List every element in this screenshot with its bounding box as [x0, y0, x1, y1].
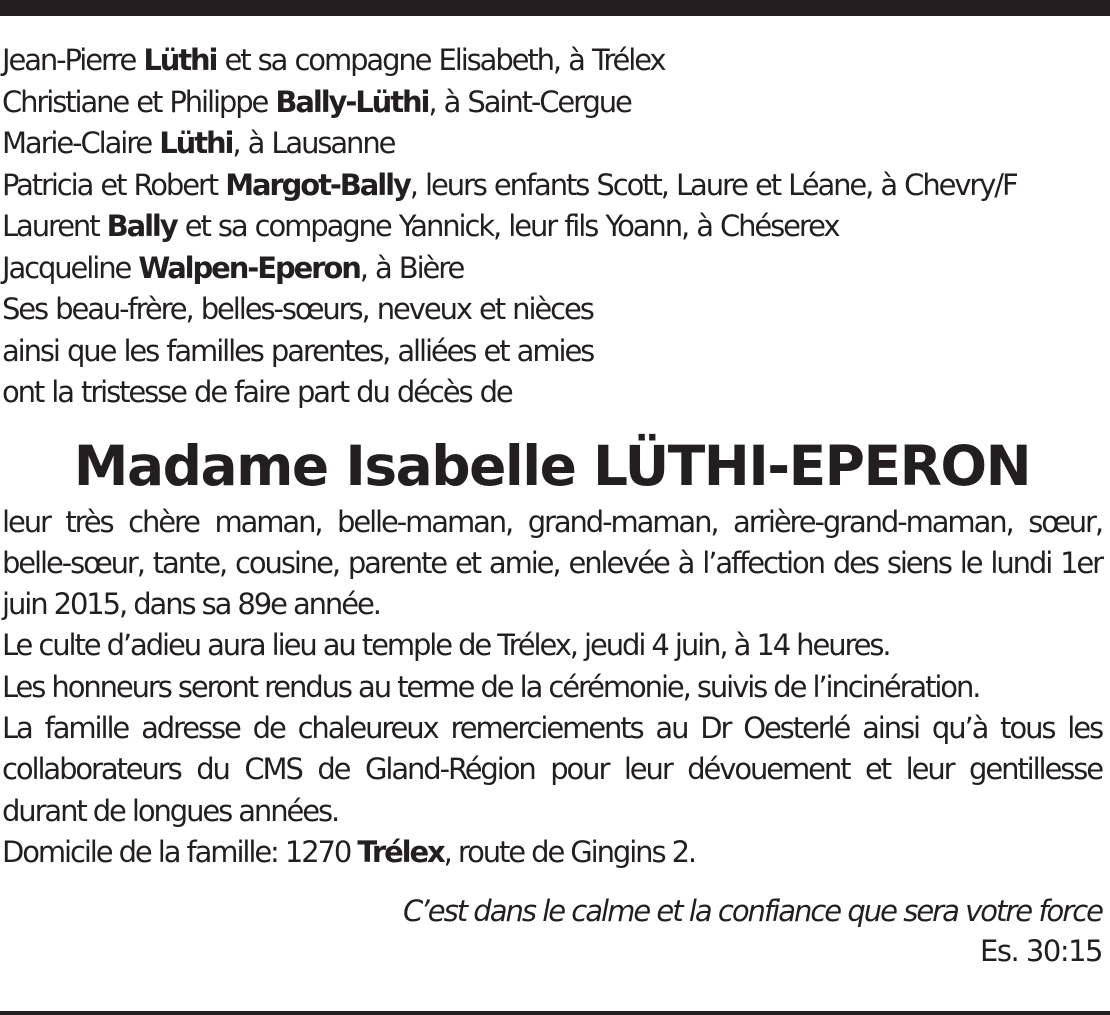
domicile-text: Domicile de la famille: 1270: [2, 834, 358, 869]
mourner-text: Marie-Claire: [2, 126, 160, 160]
mourner-text: , à Lausanne: [232, 126, 395, 160]
obituary-notice: [2, 40, 1102, 971]
mourner-line: [2, 40, 1102, 82]
announcement-line: [2, 372, 1102, 414]
tribute-paragraph: leur très chère maman, belle-maman, grand-maman, arrière-grand-maman, sœur, belle-sœur, tante, cousine, parente et amie, enlevée à l’affection des siens le lundi 1er juin 2015, dans sa 89e année.: [2, 504, 1102, 622]
mourner-line: [2, 331, 1102, 373]
announcement-text: ont la tristesse de faire part du décès de: [2, 375, 512, 409]
quote-verse: C’est dans le calme et la confiance que sera votre force: [402, 894, 1102, 929]
deceased-name: Madame Isabelle LÜTHI-EPERON: [73, 433, 1031, 498]
mourner-line: [2, 123, 1102, 165]
domicile-text: , route de Gingins 2.: [443, 834, 696, 869]
mourner-line: [2, 289, 1102, 331]
bottom-rule: [0, 1011, 1110, 1015]
mourner-surname: Margot-Bally: [225, 167, 410, 202]
mourner-line: [2, 82, 1102, 124]
mourner-line: [2, 206, 1102, 248]
domicile-town: Trélex: [357, 834, 444, 869]
mourner-surname: Walpen-Eperon: [138, 250, 360, 285]
obituary-body: [2, 502, 1102, 874]
mourner-text: Jacqueline: [2, 250, 139, 285]
top-rule: [0, 0, 1110, 16]
mourner-line: [2, 165, 1102, 207]
mourner-text: , leurs enfants Scott, Laure et Léane, à Chevry/F: [409, 167, 1017, 202]
mourner-text: Christiane et Philippe: [2, 84, 276, 119]
mourner-line: [2, 248, 1102, 290]
mourner-surname: Bally-Lüthi: [275, 84, 429, 119]
mourner-text: ainsi que les familles parentes, alliées et amies: [2, 333, 594, 368]
mourner-surname: Lüthi: [159, 126, 233, 160]
mourner-text: Ses beau-frère, belles-sœurs, neveux et nièces: [2, 292, 593, 326]
mourners-list: [2, 40, 1102, 414]
mourner-text: , à Saint-Cergue: [428, 84, 631, 119]
mourner-text: et sa compagne Elisabeth, à Trélex: [216, 43, 665, 77]
quote-reference: Es. 30:15: [980, 934, 1102, 969]
mourner-text: Jean-Pierre: [2, 43, 144, 77]
mourner-surname: Bally: [106, 209, 177, 243]
bible-quote: [2, 891, 1102, 971]
mourner-text: Patricia et Robert: [2, 167, 226, 202]
domicile-paragraph: [2, 832, 1102, 873]
honors-paragraph: Les honneurs seront rendus au terme de la cérémonie, suivis de l’incinération.: [2, 669, 980, 704]
mourner-text: Laurent: [2, 209, 107, 243]
mourner-text: et sa compagne Yannick, leur fils Yoann, à Chéserex: [176, 209, 839, 243]
mourner-surname: Lüthi: [143, 43, 217, 77]
thanks-paragraph: La famille adresse de chaleureux remerciements au Dr Oesterlé ainsi qu’à tous les collaborateurs du CMS de Gland-Région pour leur dévouement et leur gentillesse durant de longues années.: [2, 710, 1102, 828]
mourner-text: , à Bière: [359, 250, 464, 285]
service-paragraph: Le culte d’adieu aura lieu au temple de Trélex, jeudi 4 juin, à 14 heures.: [2, 628, 890, 663]
